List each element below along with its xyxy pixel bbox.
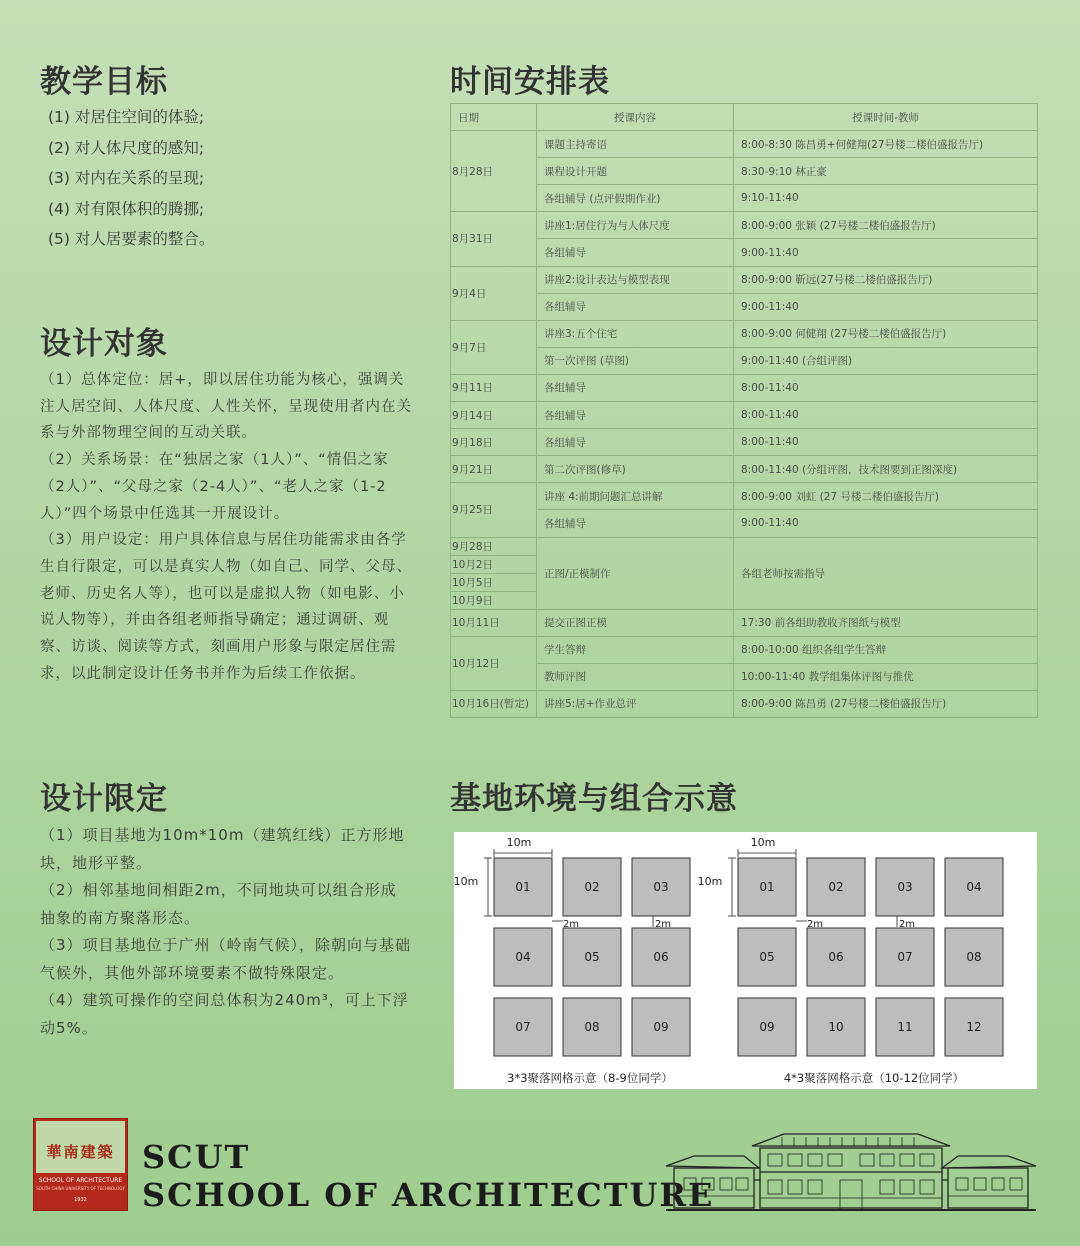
time-cell: 8:00-11:40 (分组评图，技术图要到正图深度) (734, 456, 1038, 483)
design-object-text (40, 367, 412, 687)
time-cell: 9:00-11:40 (合组评图) (734, 347, 1038, 374)
table-header-row (451, 104, 1038, 131)
content-cell: 课题主持寄语 (537, 131, 734, 158)
section-title-design-object: 设计对象 (40, 326, 168, 362)
section-title-schedule: 时间安排表 (450, 64, 610, 100)
date-cell: 10月12日 (451, 636, 537, 690)
date-cell: 9月18日 (451, 429, 537, 456)
table-row (451, 212, 1038, 239)
section-title-site: 基地环境与组合示意 (450, 781, 738, 817)
grid-b-block-label: 02 (828, 880, 844, 894)
school-logo (33, 1118, 128, 1211)
paragraph: （1）项目基地为10m*10m（建筑红线）正方形地块，地形平整。 (40, 826, 405, 872)
date-cell: 9月4日 (451, 266, 537, 320)
date-cell: 10月16日(暂定) (451, 690, 537, 717)
header-date: 日期 (451, 104, 537, 131)
grid-a-block-label: 02 (584, 880, 600, 894)
section-title-design-limits: 设计限定 (40, 781, 168, 817)
grid-a-block-label: 05 (584, 950, 600, 964)
content-cell: 课程设计开题 (537, 158, 734, 185)
grid-a-block-label: 01 (515, 880, 531, 894)
date-cell: 9月21日 (451, 456, 537, 483)
table-row (451, 266, 1038, 293)
table-row (451, 429, 1038, 456)
date-cell: 10月5日 (451, 573, 537, 591)
time-cell: 9:10-11:40 (734, 185, 1038, 212)
grid-a-gap-label: 2m (654, 919, 672, 930)
grid-b-block-label: 05 (759, 950, 775, 964)
paragraph: （3）用户设定：用户具体信息与居住功能需求由各学生自行限定，可以是真实人物（如自己、同学、父母、老师、历史名人等），也可以是虚拟人物（如电影、小说人物等），并由各组老师指导确定；通过调研、观察、访谈、阅读等方式，刻画用户形象与限定居住需求，以此制定设计任务书并作为后续工作依据。 (40, 532, 412, 682)
content-cell: 讲座3:五个住宅 (537, 320, 734, 347)
table-row (451, 374, 1038, 401)
time-cell: 8:00-11:40 (734, 374, 1038, 401)
table-row (451, 456, 1038, 483)
date-cell: 10月9日 (451, 591, 537, 609)
date-cell: 9月28日 (451, 537, 537, 555)
content-cell: 第一次评图 (草图) (537, 347, 734, 374)
grid-b-block-label: 07 (897, 950, 913, 964)
content-cell: 各组辅导 (537, 239, 734, 266)
table-row (451, 510, 1038, 537)
grid-b-dim-top-label: 10m (750, 836, 776, 849)
table-row (451, 609, 1038, 636)
table-row (451, 293, 1038, 320)
grid-a-gap-label: 2m (562, 919, 580, 930)
grid-b-block-label: 12 (966, 1020, 982, 1034)
time-cell: 8:00-9:00 何健翔 (27号楼二楼伯盛报告厅) (734, 320, 1038, 347)
grid-b-block-label: 01 (759, 880, 775, 894)
building-illustration (664, 1130, 1038, 1214)
grid-b-block-label: 10 (828, 1020, 844, 1034)
content-cell: 讲座2:设计表达与模型表现 (537, 266, 734, 293)
grid-b-block-label: 06 (828, 950, 844, 964)
content-cell: 讲座1:居住行为与人体尺度 (537, 212, 734, 239)
time-cell: 9:00-11:40 (734, 293, 1038, 320)
table-row (451, 347, 1038, 374)
table-row (451, 663, 1038, 690)
time-cell: 8:30-9:10 林正豪 (734, 158, 1038, 185)
caption-grid-b: 4*3聚落网格示意（10-12位同学） (783, 1071, 965, 1085)
time-cell: 8:00-9:00 刘虹 (27 号楼二楼伯盛报告厅) (734, 483, 1038, 510)
logo-en: SCHOOL OF ARCHITECTURE (38, 1177, 123, 1184)
content-cell: 第二次评图(修草) (537, 456, 734, 483)
goals-list (48, 102, 214, 255)
date-cell: 8月28日 (451, 131, 537, 212)
site-grid-svg (454, 832, 1037, 1089)
table-row (451, 239, 1038, 266)
list-item: (5) 对人居要素的整合。 (48, 230, 215, 248)
table-row (451, 690, 1038, 717)
table-row (451, 158, 1038, 185)
date-cell: 10月2日 (451, 555, 537, 573)
grid-a-block-label: 08 (584, 1020, 600, 1034)
list-item: (1) 对居住空间的体验; (48, 108, 205, 126)
date-cell: 9月7日 (451, 320, 537, 374)
time-cell: 9:00-11:40 (734, 239, 1038, 266)
grid-a-dim-top-label: 10m (506, 836, 532, 849)
grid-a-block-label: 06 (653, 950, 669, 964)
caption-grid-a: 3*3聚落网格示意（8-9位同学） (507, 1071, 673, 1085)
grid-b-block-label: 11 (897, 1020, 913, 1034)
table-row (451, 483, 1038, 510)
paragraph: （4）建筑可操作的空间总体积为240m³，可上下浮动5%。 (40, 991, 409, 1037)
paragraph: （2）关系场景：在“独居之家（1人）”、“情侣之家（2人）”、“父母之家（2-4人）”、“老人之家（1-2人）”四个场景中任选其一开展设计。 (40, 452, 389, 522)
grid-b-block-label: 04 (966, 880, 982, 894)
paragraph: （1）总体定位：居+，即以居住功能为核心，强调关注人居空间、人体尺度、人性关怀，呈现使用者内在关系与外部物理空间的互动关联。 (40, 372, 412, 442)
time-cell: 10:00-11:40 教学组集体评图与推优 (734, 663, 1038, 690)
time-cell: 8:00-9:00 张颖 (27号楼二楼伯盛报告厅) (734, 212, 1038, 239)
content-cell: 讲座5:居+作业总评 (537, 690, 734, 717)
content-cell: 各组辅导 (537, 429, 734, 456)
paragraph: （3）项目基地位于广州（岭南气候），除朝向与基础气候外，其他外部环境要素不做特殊限定。 (40, 936, 412, 982)
content-cell: 各组辅导 (537, 374, 734, 401)
list-item: (2) 对人体尺度的感知; (48, 138, 205, 157)
content-cell: 各组辅导 (点评假期作业) (537, 185, 734, 212)
time-cell: 8:00-8:30 陈昌勇+何健翔(27号楼二楼伯盛报告厅) (734, 131, 1038, 158)
date-cell: 9月14日 (451, 402, 537, 429)
time-cell: 9:00-11:40 (734, 510, 1038, 537)
list-item: (4) 对有限体积的腾挪; (48, 199, 205, 218)
table-row (451, 131, 1038, 158)
grid-b-block-label: 09 (759, 1020, 775, 1034)
time-cell: 各组老师按需指导 (734, 537, 1038, 609)
site-diagram (454, 832, 1037, 1089)
date-cell: 10月11日 (451, 609, 537, 636)
school-name (142, 1138, 714, 1214)
logo-sub: SOUTH CHINA UNIVERSITY OF TECHNOLOGY (36, 1186, 125, 1191)
grid-a-block-label: 04 (515, 950, 531, 964)
logo-year: 1932 (74, 1197, 87, 1203)
content-cell: 讲座 4:前期问题汇总讲解 (537, 483, 734, 510)
date-cell: 9月25日 (451, 483, 537, 537)
list-item: (3) 对内在关系的呈现; (48, 169, 205, 187)
section-title-goals: 教学目标 (40, 64, 168, 100)
grid-a-dim-left-label: 10m (454, 875, 479, 888)
table-row (451, 537, 1038, 555)
time-cell: 8:00-9:00 靳远(27号楼二楼伯盛报告厅) (734, 266, 1038, 293)
content-cell: 各组辅导 (537, 510, 734, 537)
design-limits-text (40, 822, 412, 1042)
school-name-line1: SCUT (142, 1138, 251, 1176)
header-content: 授课内容 (537, 104, 734, 131)
paragraph: （2）相邻基地间相距2m，不同地块可以组合形成抽象的南方聚落形态。 (40, 881, 397, 927)
date-cell: 9月11日 (451, 374, 537, 401)
school-name-line2: SCHOOL OF ARCHITECTURE (142, 1176, 715, 1214)
grid-a-block-label: 07 (515, 1020, 531, 1034)
grid-a-block-label: 03 (653, 880, 669, 894)
time-cell: 8:00-10:00 组织各组学生答辩 (734, 636, 1038, 663)
content-cell: 正图/正模制作 (537, 537, 734, 609)
table-row (451, 636, 1038, 663)
time-cell: 17:30 前各组助教收齐图纸与模型 (734, 609, 1038, 636)
logo-cn: 華南建築 (46, 1143, 115, 1161)
date-cell: 8月31日 (451, 212, 537, 266)
header-time: 授课时间-教师 (734, 104, 1038, 131)
schedule-table (450, 103, 1038, 718)
grid-b-gap-label: 2m (806, 919, 824, 930)
content-cell: 提交正图正模 (537, 609, 734, 636)
grid-a-block-label: 09 (653, 1020, 669, 1034)
content-cell: 各组辅导 (537, 402, 734, 429)
grid-b-block-label: 08 (966, 950, 982, 964)
time-cell: 8:00-9:00 陈昌勇 (27号楼二楼伯盛报告厅) (734, 690, 1038, 717)
table-row (451, 402, 1038, 429)
time-cell: 8:00-11:40 (734, 429, 1038, 456)
table-row (451, 320, 1038, 347)
content-cell: 教师评图 (537, 663, 734, 690)
grid-b-block-label: 03 (897, 880, 913, 894)
grid-b-dim-left-label: 10m (697, 875, 723, 888)
content-cell: 各组辅导 (537, 293, 734, 320)
grid-b-gap-label: 2m (898, 919, 916, 930)
content-cell: 学生答辩 (537, 636, 734, 663)
table-row (451, 185, 1038, 212)
time-cell: 8:00-11:40 (734, 402, 1038, 429)
